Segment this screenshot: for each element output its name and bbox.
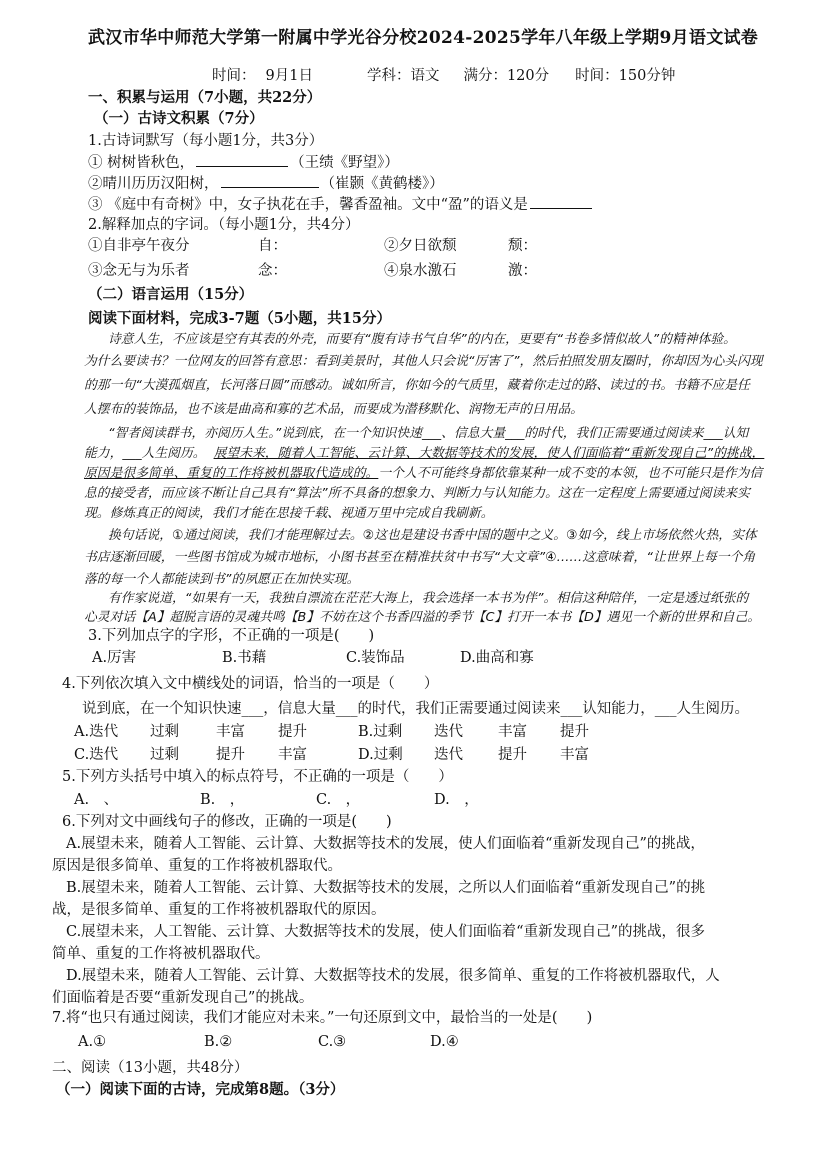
passage-p2-l2a: 能力，___人生阅历。 [84,446,206,461]
q4-d-w1: D.过剩 [358,747,403,763]
q1-item2 [88,173,444,194]
exam-title: 武汉市华中师范大学第一附属中学光谷分校2024-2025学年八年级上学期9月语文试卷 [88,28,759,48]
passage-p4-l1: 有作家说道，“如果有一天，我独自漂流在茫茫大海上，我会选择一本书为伴”。相信这种陪伴，一定是透过纸张的 [108,591,749,606]
passage-p2-l3b: 一个人不可能终身都依靠某种一成不变的本领，也不可能只是作为信 [378,466,763,481]
q4-c-w1: C.迭代 [74,747,119,763]
q4-c-w2: 过剩 [150,747,179,763]
q7-option-b[interactable]: B.② [204,1034,233,1050]
q4-stem: 4.下列依次填入文中横线处的词语，恰当的一项是（ ） [62,676,439,692]
q4-option-a[interactable] [74,722,338,742]
q1-item2-text: ②晴川历历汉阳树， [88,176,219,192]
score-value: 120分 [506,68,550,84]
part2-sub1: （一）阅读下面的古诗，完成第8题。（3分） [56,1081,345,1098]
part1-sub1: （一）古诗文积累（7分） [94,110,264,127]
q3-option-a[interactable]: A.厉害 [92,650,137,666]
subject-value: 语文 [410,68,440,84]
q1-stem: 1.古诗词默写（每小题1分，共3分） [88,133,324,149]
q1-item3-blank[interactable] [530,194,592,209]
q4-option-c[interactable] [74,745,338,765]
q1-item2-source: （崔颢《黄鹤楼》） [320,176,444,192]
q1-item1-text: ① 树树皆秋色， [88,155,195,171]
q1-item1-source: （王绩《野望》） [290,155,399,171]
underlined-sentence-part2: 原因是很多简单、重复的工作将被机器取代造成的。 [84,466,379,481]
q6-option-c-l2: 简单、重复的工作将被机器取代。 [52,946,270,962]
q4-a-w4: 提升 [278,724,307,740]
q4-c-w4: 丰富 [278,747,307,763]
q6-option-d-l2: 们面临着是否要“重新发现自己”的挑战。 [52,990,314,1006]
q7-option-a[interactable]: A.① [78,1034,107,1050]
q3-option-c[interactable]: C.装饰品 [346,650,405,666]
part1-heading: 一、积累与运用（7小题，共22分） [88,89,322,106]
passage-p3-l3: 落的每一个人都能读到书”的夙愿正在加快实现。 [84,572,360,587]
q6-option-b-l1[interactable]: B.展望未来，随着人工智能、云计算、大数据等技术的发展，之所以人们面临着“重新发现自己”的挑 [66,880,706,896]
q3-option-b[interactable]: B.书藉 [222,650,267,666]
q2-item3: ③念无与为乐者 [88,263,190,279]
q7-option-c[interactable]: C.③ [318,1034,347,1050]
q6-option-b-l2: 战，是很多简单、重复的工作将被机器取代的原因。 [52,902,386,918]
q1-item3 [88,194,594,215]
q7-stem: 7.将“也只有通过阅读，我们才能应对未来。”一句还原到文中，最恰当的一处是( ) [52,1010,593,1026]
q4-b-w2: 迭代 [434,724,463,740]
score-label: 满分： [463,68,507,84]
q2-item2-answer[interactable]: 颓： [508,238,537,254]
q4-text: 说到底，在一个知识快速___，信息大量___的时代，我们正需要通过阅读来___认知能力，___人生阅历。 [82,701,749,717]
date-value: 9月1日 [265,68,313,84]
duration-label: 时间： [575,68,619,84]
passage-p4-l2: 心灵对话【A】超脱言语的灵魂共鸣【B】不妨在这个书香四溢的季节【C】打开一本书【D】遇见一个新的世界和自己。 [84,610,761,625]
q6-option-a-l1[interactable]: A.展望未来，随着人工智能、云计算、大数据等技术的发展，使人们面临着“重新发现自己”的挑战， [66,836,705,852]
subject-label: 学科： [366,68,411,84]
q5-option-b[interactable]: B. ， [200,792,245,808]
passage-p3-l1: 换句话说，①通过阅读，我们才能理解过去。②这也是建设书香中国的题中之义。③如今，线上市场依然火热，实体 [108,528,757,543]
q7-option-d[interactable]: D.④ [430,1034,459,1050]
passage-p3-l2: 书店逐渐回暖，一些图书馆成为城市地标，小图书甚至在精准扶贫中书写“大文章”④……这意味着，“让世界上每一个角 [84,550,756,565]
q2-item2: ②夕日欲颓 [384,238,457,254]
passage-p2-l4: 息的接受者，而应该不断让自己具有“算法”所不具备的想象力、判断力与认知能力。这在一定程度上需要通过阅读来实 [84,486,750,501]
q4-b-w1: B.过剩 [358,724,403,740]
q4-a-w3: 丰富 [216,724,245,740]
q1-item1 [88,152,399,173]
q2-stem: 2.解释加点的字词。（每小题1分，共4分） [88,217,360,233]
date-label: 时间： [212,68,256,84]
q5-option-c[interactable]: C. ， [316,792,361,808]
q5-option-d[interactable]: D. ， [434,792,479,808]
q1-item1-blank[interactable] [196,152,288,167]
q6-option-c-l1[interactable]: C.展望未来，人工智能、云计算、大数据等技术的发展，使人们面临着“重新发现自己”的挑战，很多 [66,924,706,940]
passage-p2-l2 [84,444,764,464]
reading-intro: 阅读下面材料，完成3-7题（5小题，共15分） [88,310,391,327]
q4-b-w3: 丰富 [498,724,527,740]
q1-item2-blank[interactable] [221,173,319,188]
q2-item1: ①自非亭午夜分 [88,238,190,254]
q1-item3-text: ③ 《庭中有奇树》中，女子执花在手，馨香盈袖。文中“盈”的语义是 [88,197,528,213]
q4-a-w1: A.迭代 [74,724,119,740]
q2-item4: ④泉水激石 [384,263,457,279]
q3-stem: 3.下列加点字的字形，不正确的一项是( ) [88,628,375,644]
part2-heading: 二、阅读（13小题，共48分） [52,1060,249,1076]
underlined-sentence-part1: 展望未来，随着人工智能、云计算、大数据等技术的发展，使人们面临着“重新发现自己”的挑战， [213,446,765,461]
passage-p2-l1: “智者阅读群书，亦阅历人生。”说到底，在一个知识快速___、信息大量___的时代，我们正需要通过阅读来___认知 [108,426,749,441]
q4-b-w4: 提升 [560,724,589,740]
q5-option-a[interactable]: A. 、 [74,792,119,808]
passage-p2-l5: 现。修炼真正的阅读，我们才能在思接千载、视通万里中完成自我刷新。 [84,506,494,521]
passage-p1-l2: 为什么要读书？一位网友的回答有意思：看到美景时，其他人只会说“厉害了”，然后拍照发朋友圈时，你却因为心头闪现 [84,354,763,369]
passage-p2-l3 [84,464,762,484]
duration-value: 150分钟 [618,68,676,84]
q4-option-b[interactable] [358,722,620,742]
q6-option-a-l2: 原因是很多简单、重复的工作将被机器取代。 [52,858,342,874]
q2-item1-answer[interactable]: 自： [258,238,287,254]
q2-item4-answer[interactable]: 激： [508,263,537,279]
passage-p1-l4: 人摆布的装饰品，也不该是曲高和寡的艺术品，而要成为潜移默化、润物无声的日用品。 [84,402,584,417]
passage-p1-l3: 的那一句“大漠孤烟直，长河落日圆”而感动。诚如所言，你如今的气质里，藏着你走过的路、读过的书。书籍不应是任 [84,378,750,393]
part1-sub2: （二）语言运用（15分） [88,286,254,303]
q4-option-d[interactable] [358,745,620,765]
q5-stem: 5.下列方头括号中填入的标点符号，不正确的一项是（ ） [62,769,453,785]
q4-d-w2: 迭代 [434,747,463,763]
q4-c-w3: 提升 [216,747,245,763]
exam-info-row [212,66,675,86]
q4-d-w3: 提升 [498,747,527,763]
passage-p1-l1: 诗意人生，不应该是空有其表的外壳，而要有“腹有诗书气自华”的内在，更要有“书卷多情似故人”的精神体验。 [108,332,736,347]
q4-a-w2: 过剩 [150,724,179,740]
q2-item3-answer[interactable]: 念： [258,263,287,279]
q6-option-d-l1[interactable]: D.展望未来，随着人工智能、云计算、大数据等技术的发展，很多简单、重复的工作将被机器取代，人 [66,968,720,984]
q4-d-w4: 丰富 [560,747,589,763]
q6-stem: 6.下列对文中画线句子的修改，正确的一项是( ) [62,814,392,830]
q3-option-d[interactable]: D.曲高和寡 [460,650,534,666]
